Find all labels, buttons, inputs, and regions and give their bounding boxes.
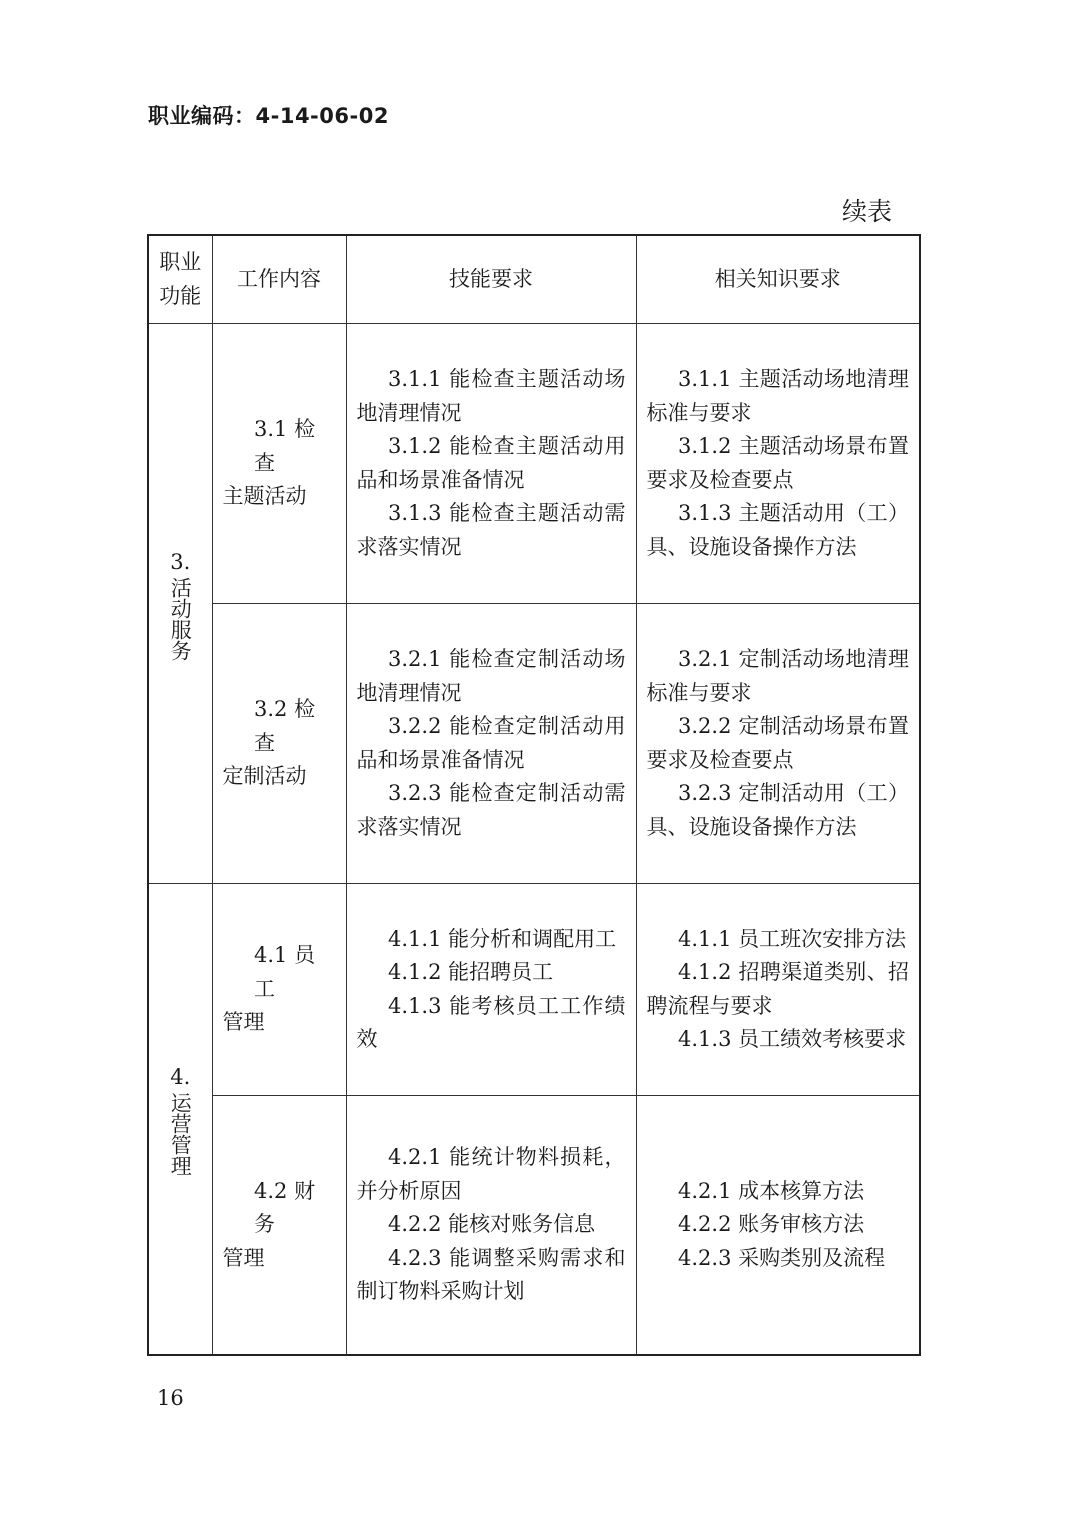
skill-item: 3.1.2 能检查主题活动用品和场景准备情况 — [356, 434, 626, 492]
function-cell-4 — [148, 884, 212, 1355]
knowledge-requirements-cell — [636, 1096, 920, 1355]
table-row — [148, 604, 920, 884]
skill-item: 4.1.3 能考核员工工作绩效 — [356, 993, 626, 1051]
work-content-cell — [212, 324, 346, 604]
knowledge-item: 4.1.1 员工班次安排方法 — [678, 926, 907, 951]
function-cell-3 — [148, 324, 212, 884]
continued-label: 续表 — [841, 197, 892, 226]
function-number: 4. — [170, 1064, 191, 1089]
table-row — [148, 324, 920, 604]
knowledge-requirements-cell — [636, 884, 920, 1096]
knowledge-item: 3.1.2 主题活动场景布置要求及检查要点 — [646, 434, 909, 492]
skill-item: 3.1.3 能检查主题活动需求落实情况 — [356, 501, 626, 559]
skill-requirements-cell — [346, 324, 636, 604]
work-content-number: 4.1 员工 — [254, 943, 316, 1001]
skill-requirements-cell — [346, 884, 636, 1096]
work-content-cell — [212, 604, 346, 884]
work-content-name: 定制活动 — [222, 764, 307, 789]
standards-table — [147, 234, 921, 1356]
skill-requirements-cell — [346, 1096, 636, 1355]
knowledge-requirements-cell — [636, 604, 920, 884]
skill-item: 3.1.1 能检查主题活动场地清理情况 — [356, 367, 626, 425]
function-number: 3. — [170, 549, 191, 574]
skill-item: 4.2.1 能统计物料损耗，并分析原因 — [356, 1145, 626, 1203]
knowledge-item: 3.1.3 主题活动用（工）具、设施设备操作方法 — [646, 501, 909, 559]
table-row — [148, 884, 920, 1096]
skill-item: 3.2.1 能检查定制活动场地清理情况 — [356, 647, 626, 705]
skill-item: 4.2.2 能核对账务信息 — [388, 1212, 596, 1236]
knowledge-item: 3.1.1 主题活动场地清理标准与要求 — [646, 367, 909, 425]
knowledge-item: 4.2.3 采购类别及流程 — [678, 1245, 886, 1270]
knowledge-item: 4.2.1 成本核算方法 — [678, 1178, 865, 1203]
skill-item: 4.2.3 能调整采购需求和制订物料采购计划 — [356, 1245, 626, 1303]
table-row — [148, 1096, 920, 1355]
skill-item: 4.1.1 能分析和调配用工 — [388, 926, 617, 951]
knowledge-item: 4.1.3 员工绩效考核要求 — [678, 1027, 907, 1051]
knowledge-item: 3.2.2 定制活动场景布置要求及检查要点 — [646, 714, 909, 772]
header-work-content: 工作内容 — [212, 235, 346, 324]
skill-requirements-cell — [346, 604, 636, 884]
knowledge-item: 3.2.1 定制活动场地清理标准与要求 — [646, 647, 909, 705]
knowledge-item: 4.2.2 账务审核方法 — [678, 1212, 865, 1236]
work-content-name: 管理 — [222, 1245, 265, 1270]
skill-item: 3.2.3 能检查定制活动需求落实情况 — [356, 781, 626, 839]
table-header-row — [148, 235, 920, 324]
knowledge-requirements-cell — [636, 324, 920, 604]
work-content-number: 4.2 财务 — [254, 1178, 316, 1236]
header-skill-requirements: 技能要求 — [346, 235, 636, 324]
work-content-name: 主题活动 — [222, 484, 307, 509]
header-knowledge-requirements: 相关知识要求 — [636, 235, 920, 324]
page-number: 16 — [157, 1386, 184, 1410]
work-content-cell — [212, 884, 346, 1096]
work-content-number: 3.1 检查 — [254, 417, 316, 475]
work-content-cell — [212, 1096, 346, 1355]
header-function: 职业功能 — [148, 235, 212, 324]
skill-item: 3.2.2 能检查定制活动用品和场景准备情况 — [356, 714, 626, 772]
occupation-code: 职业编码：4-14-06-02 — [148, 104, 389, 128]
knowledge-item: 4.1.2 招聘渠道类别、招聘流程与要求 — [646, 960, 909, 1018]
work-content-number: 3.2 检查 — [254, 697, 316, 755]
function-name: 活动服务 — [168, 576, 193, 661]
knowledge-item: 3.2.3 定制活动用（工）具、设施设备操作方法 — [646, 781, 909, 839]
work-content-name: 管理 — [222, 1010, 265, 1035]
function-name: 运营管理 — [168, 1091, 193, 1176]
skill-item: 4.1.2 能招聘员工 — [388, 960, 554, 984]
